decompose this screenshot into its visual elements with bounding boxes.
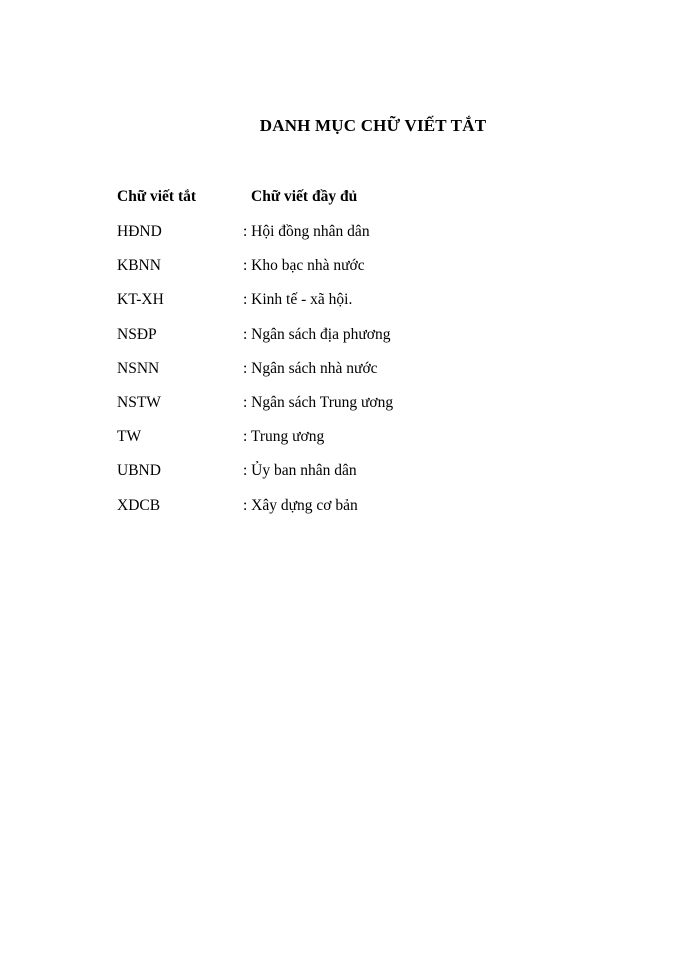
abbreviation-table-header (0, 188, 700, 210)
abbreviation-row (0, 326, 700, 360)
full-form: : Trung ương (243, 428, 325, 446)
abbreviation: NSNN (117, 359, 160, 377)
abbreviation-row (0, 394, 700, 428)
abbreviation-row (0, 291, 700, 325)
abbreviation-row (0, 223, 700, 257)
abbreviation: NSTW (117, 393, 161, 411)
abbreviation: TW (117, 428, 142, 446)
abbreviation-row (0, 462, 700, 496)
full-form: : Kho bạc nhà nước (243, 257, 365, 275)
full-form: : Ngân sách địa phương (243, 325, 391, 343)
abbreviation: HĐND (117, 223, 162, 240)
abbreviation: KT-XH (117, 291, 164, 309)
abbreviation: NSĐP (117, 325, 157, 343)
page-title: DANH MỤC CHỮ VIẾT TẮT (259, 116, 487, 135)
full-form: : Xây dựng cơ bản (243, 496, 358, 514)
abbreviation-row (0, 497, 700, 531)
full-form: : Ngân sách nhà nước (243, 359, 378, 377)
abbreviation: XDCB (117, 496, 161, 514)
full-form: : Ngân sách Trung ương (243, 393, 394, 411)
full-form: : Kinh tế - xã hội. (243, 291, 353, 309)
full-form: : Hội đồng nhân dân (243, 223, 370, 240)
abbreviation-row (0, 360, 700, 394)
header-full-form: Chữ viết đầy đủ (251, 188, 358, 205)
abbreviation-row (0, 257, 700, 291)
abbreviation: KBNN (117, 257, 161, 275)
abbreviation-list (0, 223, 700, 531)
header-abbreviation: Chữ viết tắt (117, 188, 197, 205)
abbreviation-row (0, 428, 700, 462)
full-form: : Ủy ban nhân dân (243, 462, 357, 480)
abbreviation: UBND (117, 462, 161, 480)
